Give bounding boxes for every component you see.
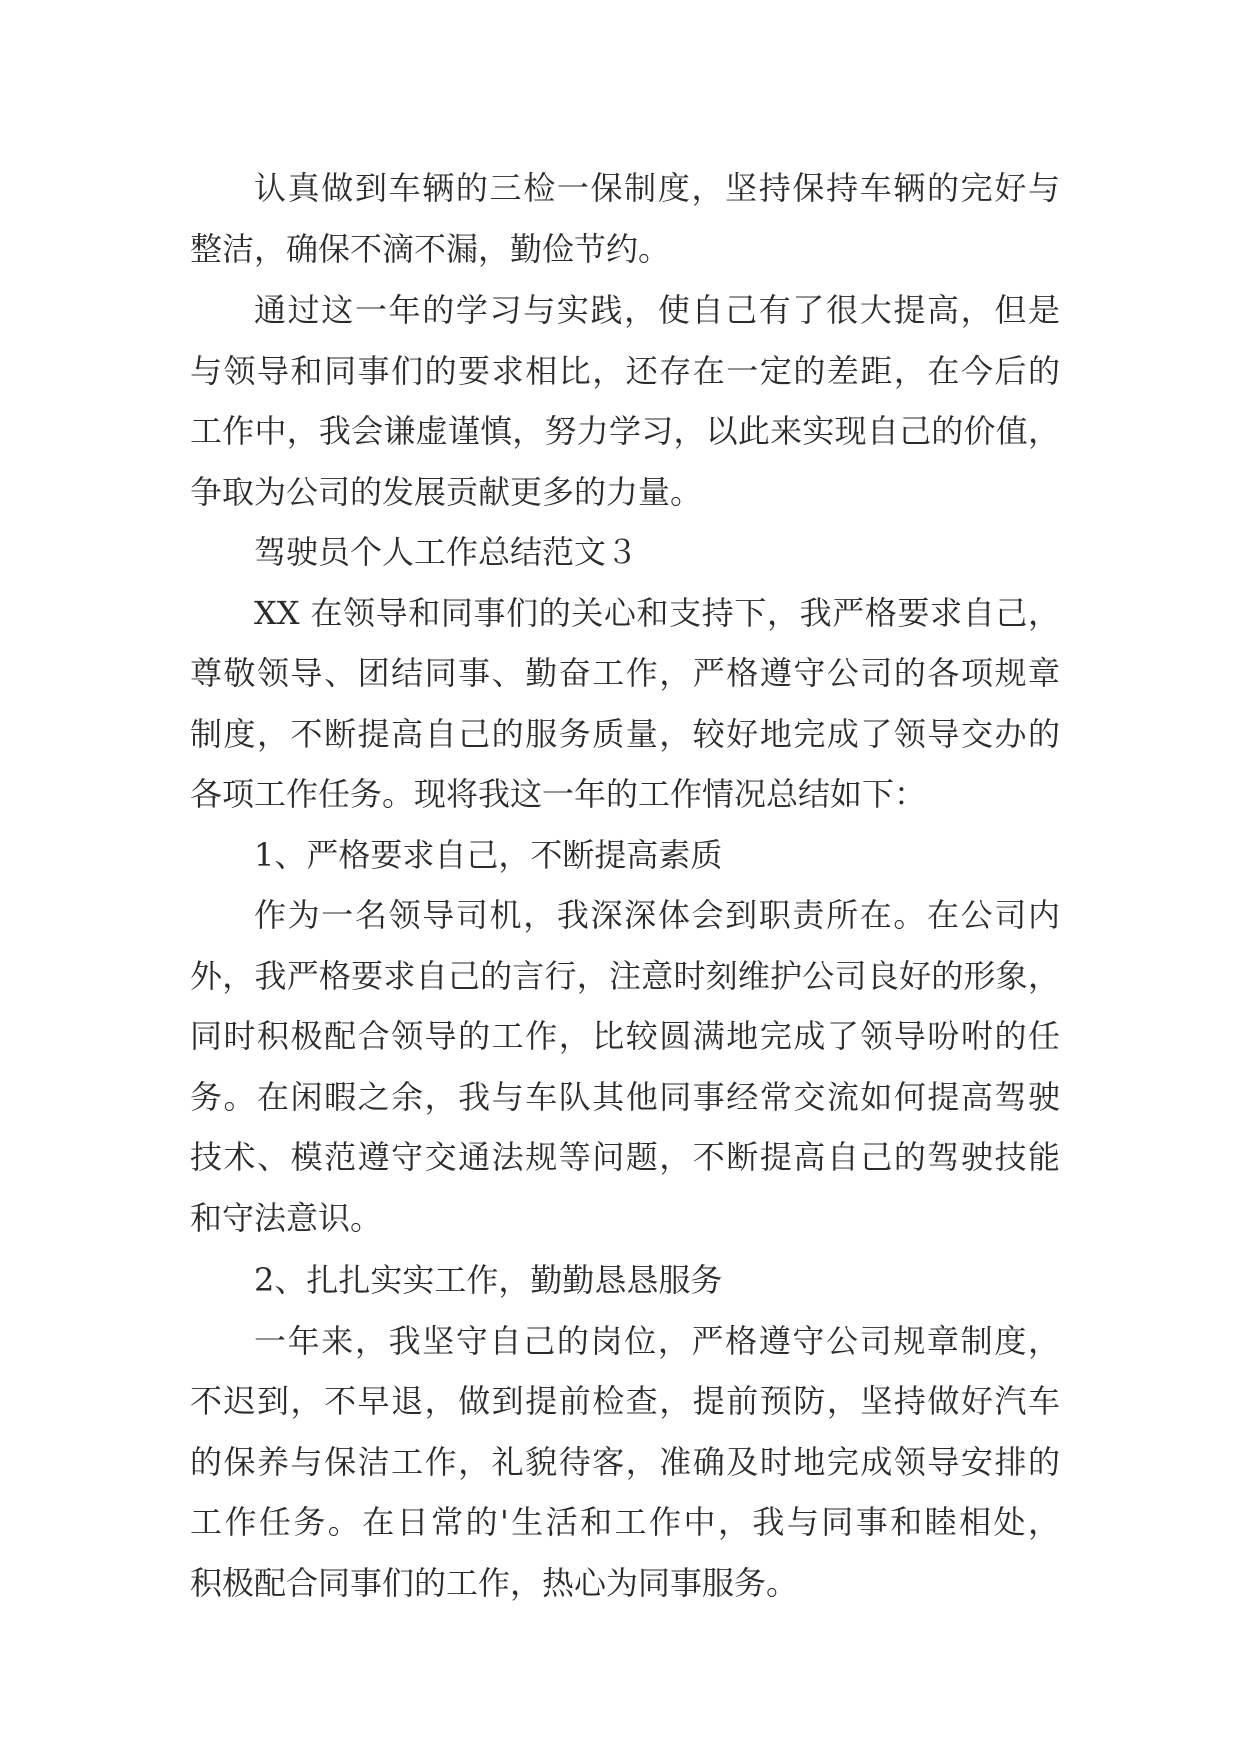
text-line: 不迟到，不早退，做到提前检查，提前预防，坚持做好汽车 [190,1382,1060,1420]
text-line: 争取为公司的发展贡献更多的力量。 [190,472,703,511]
document-body [190,158,1060,1613]
text-line: 积极配合同事们的工作，热心为同事服务。 [190,1563,799,1602]
text-line: 工作中，我会谦虚谨慎，努力学习，以此来实现自己的价值， [190,412,1060,450]
text-line: 各项工作任务。现将我这一年的工作情况总结如下： [190,775,927,813]
text-line: 整洁，确保不滴不漏，勤俭节约。 [190,229,671,268]
text-line: 务。在闲暇之余，我与车队其他同事经常交流如何提高驾驶 [190,1077,1060,1116]
text-line: 一年来，我坚守自己的岗位，严格遵守公司规章制度， [254,1321,1060,1360]
section-heading: 驾驶员个人工作总结范文３ [254,533,639,571]
text-line: XX 在领导和同事们的关心和支持下，我严格要求自己， [254,593,1060,632]
text-line: 工作任务。在日常的'生活和工作中，我与同事和睦相处， [190,1503,1060,1541]
text-line: 尊敬领导、团结同事、勤奋工作，严格遵守公司的各项规章 [190,654,1060,692]
subheading: 1、严格要求自己，不断提高素质 [254,835,723,874]
text-line: 外，我严格要求自己的言行，注意时刻维护公司良好的形象， [190,956,1060,995]
text-line: 认真做到车辆的三检一保制度，坚持保持车辆的完好与 [254,169,1060,207]
text-line: 和守法意识。 [190,1198,383,1237]
text-line: 作为一名领导司机，我深深体会到职责所在。在公司内 [254,896,1060,934]
text-line: 同时积极配合领导的工作，比较圆满地完成了领导吩咐的任 [190,1017,1060,1055]
text-line: 技术、模范遵守交通法规等问题，不断提高自己的驾驶技能 [190,1138,1060,1176]
text-line: 通过这一年的学习与实践，使自己有了很大提高，但是 [254,291,1060,329]
text-line: 制度，不断提高自己的服务质量，较好地完成了领导交办的 [190,714,1060,753]
subheading: 2、扎扎实实工作，勤勤恳恳服务 [254,1261,723,1299]
text-line: 与领导和同事们的要求相比，还存在一定的差距，在今后的 [190,351,1060,390]
text-line: 的保养与保洁工作，礼貌待客，准确及时地完成领导安排的 [190,1442,1060,1481]
